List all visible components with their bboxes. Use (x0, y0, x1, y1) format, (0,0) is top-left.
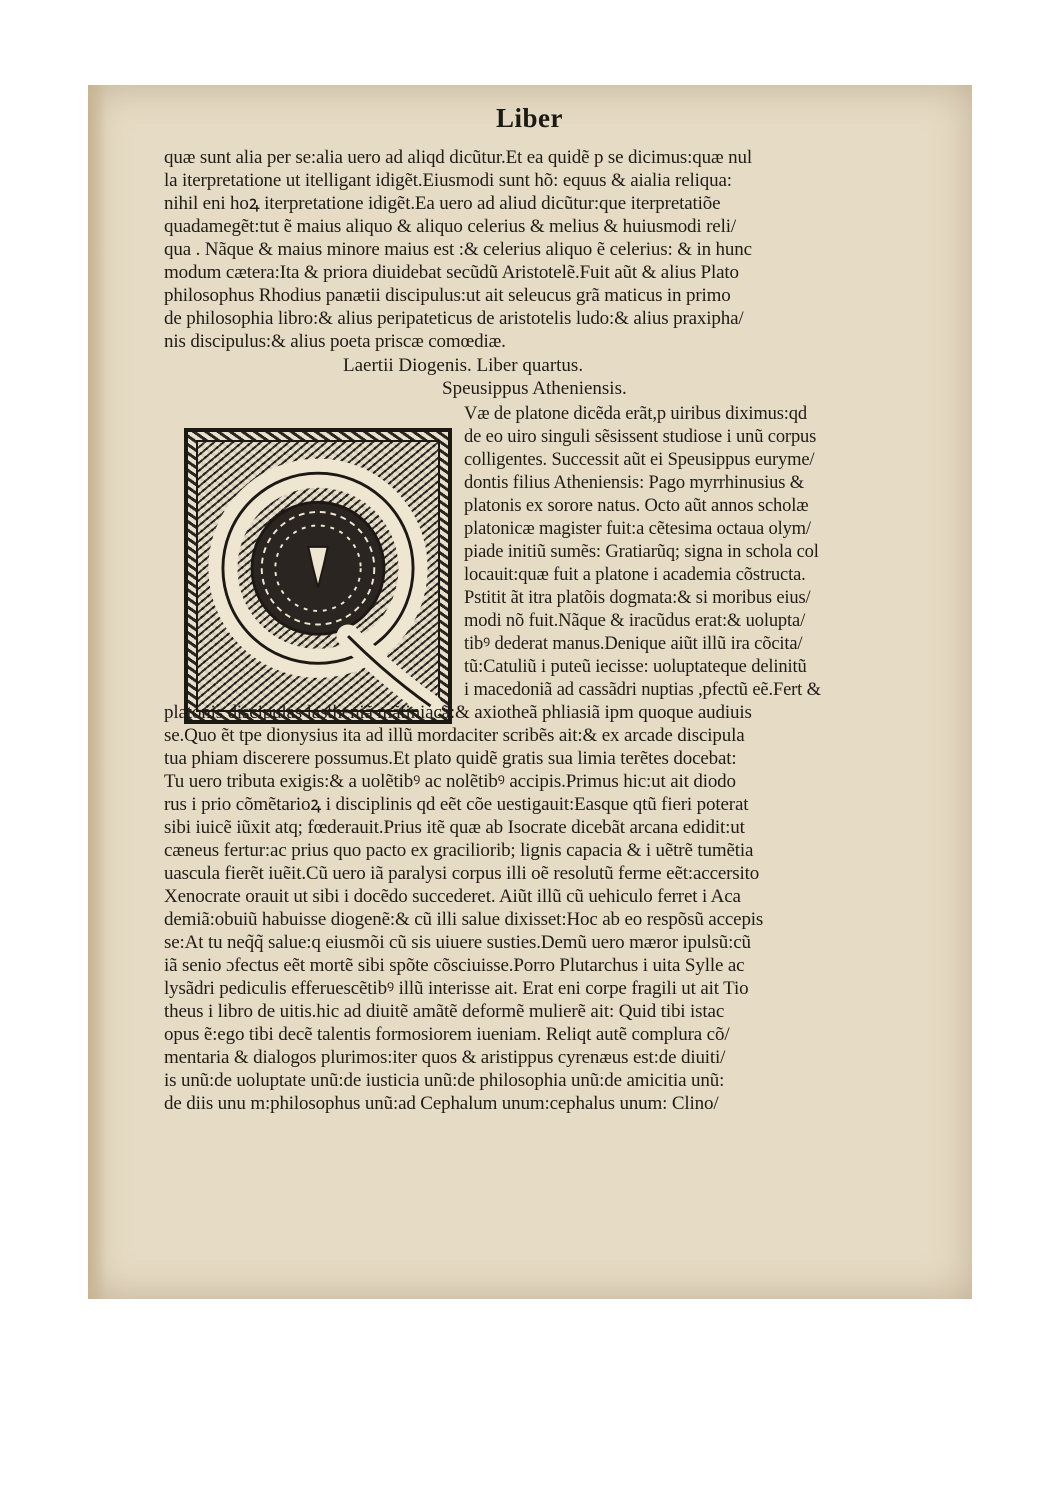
text-line: lysãdri pediculis efferuescẽtibꝰ illũ interisse ait. Erat eni corpe fragili ut ait Tio (164, 978, 749, 999)
text-line: Væ de platone dicẽda erãt,p uiribus diximus:qd (464, 404, 807, 424)
text-line: quadamegẽt:tut ẽ maius aliquo & aliquo celerius & melius & huiusmodi reli/ (164, 216, 736, 237)
text-line: locauit:quæ fuit a platone i academia cõstructa. (464, 565, 806, 585)
text-line: i macedoniã ad cassãdri nuptias ,pfectũ eẽ.Fert & (464, 680, 821, 700)
text-line: theus i libro de uitis.hic ad diuitẽ amãtẽ deformẽ mulierẽ ait: Quid tibi istac (164, 1001, 725, 1022)
text-line: platonicæ magister fuit:a cẽtesima octaua olym/ (464, 519, 811, 539)
text-line: platonis ex sorore natus. Octo aũt annos scholæ (464, 496, 809, 516)
page-photograph (88, 85, 972, 1299)
running-head: Liber (496, 103, 563, 133)
text-line: piade initiũ sumẽs: Gratiarũq; signa in schola col (464, 542, 819, 562)
text-line: modum cætera:Ita & priora diuidebat secũdũ Aristotelẽ.Fuit aũt & alius Plato (164, 262, 739, 283)
text-line: tua phiam discerere possumus.Et plato quidẽ gratis sua limia terẽtes docebat: (164, 748, 737, 769)
decorated-initial-q (184, 428, 452, 724)
text-line: mentaria & dialogos plurimos:iter quos & aristippus cyrenæus est:de diuiti/ (164, 1047, 726, 1068)
text-line: se:At tu neq̃q̃ salue:q eiusmõi cũ sis uiuere susties.Demũ uero mæror ipulsũ:cũ (164, 932, 751, 953)
text-line: rus i prio cõmẽtarioꝝ i disciplinis qd eẽt cõe uestigauit:Easque qtũ fieri poterat (164, 794, 749, 815)
text-line: Tu uero tributa exigis:& a uolẽtibꝰ ac nolẽtibꝰ accipis.Primus hic:ut ait diodo (164, 771, 736, 792)
text-line: la iterpretatione ut itelligant idigẽt.Eiusmodi sunt hõ: equus & aialia reliqua: (164, 170, 732, 191)
text-line: philosophus Rhodius panætii discipulus:ut ait seleucus grã maticus in primo (164, 285, 731, 306)
text-line: quæ sunt alia per se:alia uero ad aliqd dicũtur.Et ea quidẽ p se dicimus:quæ nul (164, 147, 752, 168)
text-line: modi nõ fuit.Nãque & iracũdus erat:& uolupta/ (464, 611, 806, 631)
text-line: platonis discipulas lastheniã mãtiniacã:& axiotheã phliasiã ipm quoque audiuis (164, 702, 752, 723)
text-line: iã senio ɔfectus eẽt mortẽ sibi spõte cõsciuisse.Porro Plutarchus i uita Sylle ac (164, 955, 745, 976)
text-line: Xenocrate orauit ut sibi i docẽdo succederet. Aiũt illũ cũ uehiculo ferret i Aca (164, 886, 741, 907)
chapter-heading: Speusippus Atheniensis. (442, 378, 627, 399)
text-line: nihil eni hoꝝ iterpretatione idigẽt.Ea uero ad aliud dicũtur:que iterpretatiõe (164, 193, 721, 214)
text-line: tibꝰ dederat manus.Denique aiũt illũ ira cõcita/ (464, 634, 803, 654)
initial-letter-q-graphic (188, 432, 448, 720)
text-line: opus ẽ:ego tibi decẽ talentis formosiorem iueniam. Reliqt autẽ complura cõ/ (164, 1024, 730, 1045)
text-line: nis discipulus:& alius poeta priscæ comœdiæ. (164, 331, 506, 352)
text-line: uascula fierẽt iuẽit.Cũ uero iã paralysi corpus illi oẽ resolutũ ferme eẽt:accersito (164, 863, 760, 884)
text-line: tũ:Catuliũ i puteũ iecisse: uoluptateque delinitũ (464, 657, 807, 677)
text-line: se.Quo ẽt tpe dionysius ita ad illũ mordaciter scribẽs ait:& ex arcade discipula (164, 725, 745, 746)
text-line: qua . Nãque & maius minore maius est :& celerius aliquo ẽ celerius: & in hunc (164, 239, 752, 260)
text-line: is unũ:de uoluptate unũ:de iusticia unũ:de philosophia unũ:de amicitia unũ: (164, 1070, 725, 1091)
text-line: dontis filius Atheniensis: Pago myrrhinusius & (464, 473, 804, 493)
text-line: colligentes. Successit aũt ei Speusippus euryme/ (464, 450, 815, 470)
text-line: sibi iuicẽ iũxit atq; fœderauit.Prius itẽ quæ ab Isocrate dicebãt arcana edidit:ut (164, 817, 745, 838)
text-line: demiã:obuiũ habuisse diogenẽ:& cũ illi salue dixisset:Hoc ab eo respõsũ accepis (164, 909, 764, 930)
text-line: de eo uiro singuli sẽsissent studiose i unũ corpus (464, 427, 817, 447)
text-line: Pstitit ãt itra platõis dogmata:& si moribus eius/ (464, 588, 811, 608)
page-binding-edge (88, 85, 106, 1299)
text-line: de diis unu m:philosophus unũ:ad Cephalum unum:cephalus unum: Clino/ (164, 1093, 719, 1114)
text-line: cæneus fertur:ac prius quo pacto ex graciliorib; lignis capacia & i uẽtrẽ tumẽtia (164, 840, 754, 861)
text-line: de philosophia libro:& alius peripateticus de aristotelis ludo:& alius praxipha/ (164, 308, 744, 329)
book-heading: Laertii Diogenis. Liber quartus. (343, 355, 584, 376)
